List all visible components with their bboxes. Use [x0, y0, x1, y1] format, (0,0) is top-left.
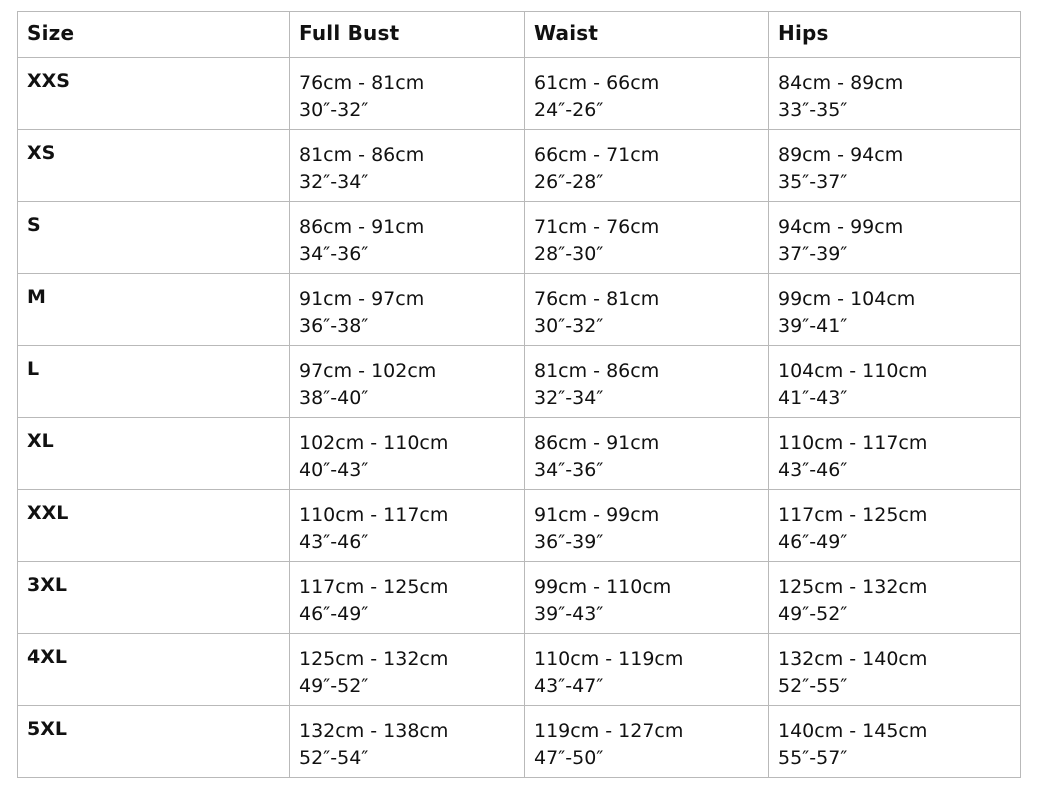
size-cell: S: [18, 202, 290, 274]
full-bust-inch-value: 40″-43″: [299, 459, 369, 481]
full-bust-cell: [290, 58, 525, 130]
waist-cm-value: 61cm - 66cm: [534, 72, 660, 94]
table-header: [18, 12, 1021, 58]
full-bust-cm-value: 76cm - 81cm: [299, 72, 425, 94]
table-row: [18, 274, 1021, 346]
waist-inch-value: 47″-50″: [534, 747, 604, 769]
hips-inch-value: 41″-43″: [778, 387, 848, 409]
full-bust-inch-value: 52″-54″: [299, 747, 369, 769]
waist-cm-value: 66cm - 71cm: [534, 144, 660, 166]
hips-inch-value: 43″-46″: [778, 459, 848, 481]
waist-inch-value: 30″-32″: [534, 315, 604, 337]
size-cell: XXL: [18, 490, 290, 562]
waist-cell: [525, 706, 769, 778]
waist-cell: [525, 346, 769, 418]
full-bust-cell: [290, 202, 525, 274]
waist-cm-value: 71cm - 76cm: [534, 216, 660, 238]
hips-cell: [769, 274, 1021, 346]
header-size: Size: [18, 12, 290, 58]
full-bust-cm-value: 86cm - 91cm: [299, 216, 425, 238]
size-cell: L: [18, 346, 290, 418]
waist-inch-value: 43″-47″: [534, 675, 604, 697]
waist-inch-value: 26″-28″: [534, 171, 604, 193]
waist-cm-value: 76cm - 81cm: [534, 288, 660, 310]
table-row: [18, 634, 1021, 706]
hips-cm-value: 117cm - 125cm: [778, 504, 928, 526]
hips-cell: [769, 202, 1021, 274]
hips-inch-value: 55″-57″: [778, 747, 848, 769]
full-bust-cm-value: 132cm - 138cm: [299, 720, 449, 742]
hips-inch-value: 39″-41″: [778, 315, 848, 337]
full-bust-cell: [290, 634, 525, 706]
hips-cm-value: 125cm - 132cm: [778, 576, 928, 598]
hips-cm-value: 140cm - 145cm: [778, 720, 928, 742]
full-bust-cell: [290, 418, 525, 490]
hips-inch-value: 35″-37″: [778, 171, 848, 193]
hips-inch-value: 52″-55″: [778, 675, 848, 697]
waist-cm-value: 110cm - 119cm: [534, 648, 684, 670]
hips-cm-value: 99cm - 104cm: [778, 288, 916, 310]
full-bust-inch-value: 46″-49″: [299, 603, 369, 625]
full-bust-inch-value: 36″-38″: [299, 315, 369, 337]
full-bust-inch-value: 34″-36″: [299, 243, 369, 265]
full-bust-cell: [290, 274, 525, 346]
waist-inch-value: 34″-36″: [534, 459, 604, 481]
full-bust-cm-value: 102cm - 110cm: [299, 432, 449, 454]
full-bust-inch-value: 32″-34″: [299, 171, 369, 193]
full-bust-cell: [290, 130, 525, 202]
full-bust-cell: [290, 706, 525, 778]
full-bust-inch-value: 49″-52″: [299, 675, 369, 697]
hips-cell: [769, 634, 1021, 706]
waist-cm-value: 119cm - 127cm: [534, 720, 684, 742]
hips-inch-value: 49″-52″: [778, 603, 848, 625]
size-chart-table: [17, 11, 1021, 778]
hips-inch-value: 46″-49″: [778, 531, 848, 553]
size-cell: XL: [18, 418, 290, 490]
waist-cell: [525, 490, 769, 562]
full-bust-cm-value: 110cm - 117cm: [299, 504, 449, 526]
waist-inch-value: 32″-34″: [534, 387, 604, 409]
table-row: [18, 346, 1021, 418]
hips-cm-value: 132cm - 140cm: [778, 648, 928, 670]
waist-cell: [525, 58, 769, 130]
hips-cell: [769, 346, 1021, 418]
waist-cell: [525, 418, 769, 490]
waist-cell: [525, 562, 769, 634]
full-bust-cm-value: 97cm - 102cm: [299, 360, 437, 382]
table-row: [18, 418, 1021, 490]
table-row: [18, 202, 1021, 274]
header-row: [18, 12, 1021, 58]
waist-inch-value: 39″-43″: [534, 603, 604, 625]
table-row: [18, 490, 1021, 562]
full-bust-cm-value: 125cm - 132cm: [299, 648, 449, 670]
size-cell: XXS: [18, 58, 290, 130]
hips-cell: [769, 58, 1021, 130]
full-bust-inch-value: 43″-46″: [299, 531, 369, 553]
full-bust-cm-value: 117cm - 125cm: [299, 576, 449, 598]
hips-inch-value: 33″-35″: [778, 99, 848, 121]
size-cell: M: [18, 274, 290, 346]
table-body: [18, 58, 1021, 778]
hips-cm-value: 110cm - 117cm: [778, 432, 928, 454]
full-bust-cm-value: 81cm - 86cm: [299, 144, 425, 166]
size-cell: XS: [18, 130, 290, 202]
hips-cm-value: 84cm - 89cm: [778, 72, 904, 94]
hips-cell: [769, 130, 1021, 202]
header-waist: Waist: [525, 12, 769, 58]
hips-inch-value: 37″-39″: [778, 243, 848, 265]
waist-cm-value: 81cm - 86cm: [534, 360, 660, 382]
waist-cm-value: 91cm - 99cm: [534, 504, 660, 526]
full-bust-inch-value: 38″-40″: [299, 387, 369, 409]
size-cell: 5XL: [18, 706, 290, 778]
waist-cm-value: 86cm - 91cm: [534, 432, 660, 454]
size-cell: 4XL: [18, 634, 290, 706]
table-row: [18, 562, 1021, 634]
full-bust-cm-value: 91cm - 97cm: [299, 288, 425, 310]
full-bust-cell: [290, 490, 525, 562]
full-bust-cell: [290, 346, 525, 418]
table-row: [18, 58, 1021, 130]
hips-cell: [769, 562, 1021, 634]
waist-cell: [525, 274, 769, 346]
hips-cell: [769, 418, 1021, 490]
hips-cell: [769, 706, 1021, 778]
waist-cell: [525, 130, 769, 202]
table-row: [18, 706, 1021, 778]
header-hips: Hips: [769, 12, 1021, 58]
table-row: [18, 130, 1021, 202]
hips-cm-value: 89cm - 94cm: [778, 144, 904, 166]
waist-inch-value: 24″-26″: [534, 99, 604, 121]
full-bust-inch-value: 30″-32″: [299, 99, 369, 121]
full-bust-cell: [290, 562, 525, 634]
header-full-bust: Full Bust: [290, 12, 525, 58]
waist-inch-value: 36″-39″: [534, 531, 604, 553]
size-cell: 3XL: [18, 562, 290, 634]
waist-cell: [525, 634, 769, 706]
waist-inch-value: 28″-30″: [534, 243, 604, 265]
waist-cell: [525, 202, 769, 274]
waist-cm-value: 99cm - 110cm: [534, 576, 672, 598]
hips-cm-value: 104cm - 110cm: [778, 360, 928, 382]
hips-cell: [769, 490, 1021, 562]
hips-cm-value: 94cm - 99cm: [778, 216, 904, 238]
